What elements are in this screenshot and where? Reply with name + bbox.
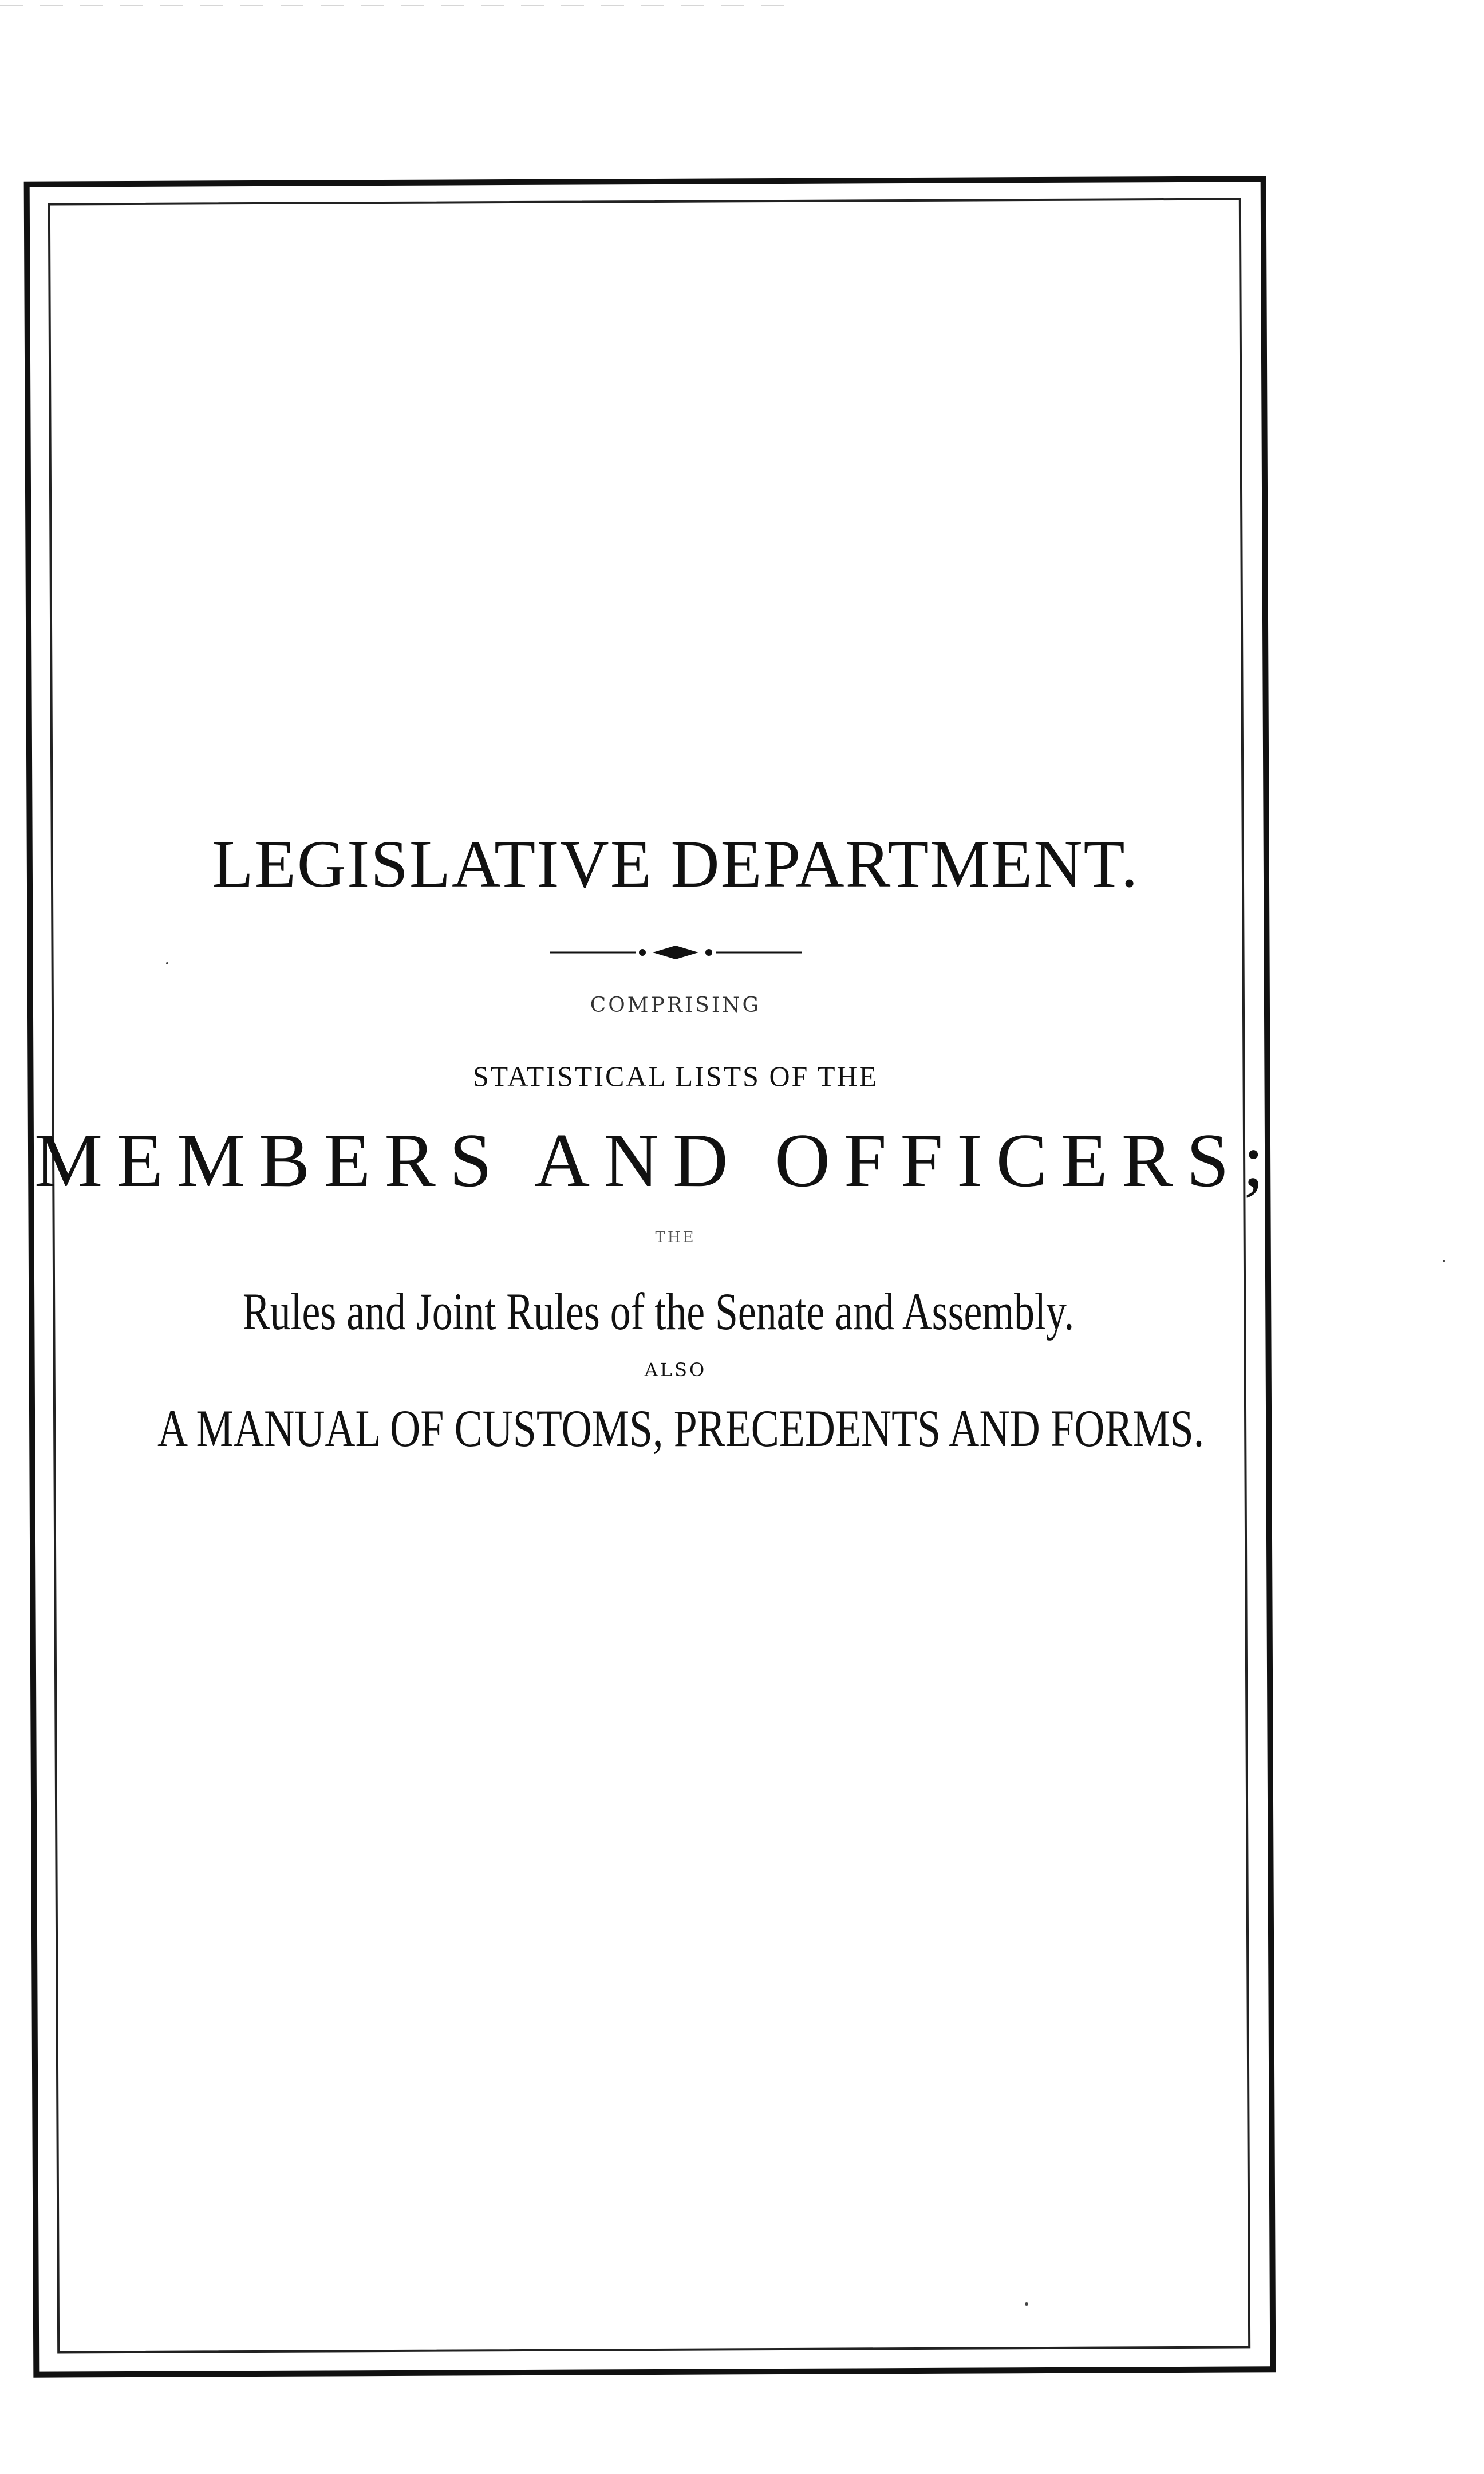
page-title: LEGISLATIVE DEPARTMENT. [212,826,1139,901]
manual-line: A MANUAL OF CUSTOMS, PRECEDENTS AND FORMS. [157,1399,1205,1457]
diamond-rule-ornament-icon [550,941,802,964]
comprising-label: COMPRISING [590,994,761,1017]
ink-speck [166,962,168,964]
rules-line: Rules and Joint Rules of the Senate and Assembly. [242,1282,1075,1341]
scan-edge-artifact [0,5,802,6]
the-label: THE [655,1229,696,1246]
ink-speck [1025,2302,1028,2306]
title-block [34,826,1278,1457]
statistical-lists-line: STATISTICAL LISTS OF THE [472,1060,879,1092]
also-label: ALSO [644,1359,707,1381]
ink-speck [1443,1260,1445,1262]
members-officers-heading: MEMBERS AND OFFICERS; [34,1118,1278,1203]
